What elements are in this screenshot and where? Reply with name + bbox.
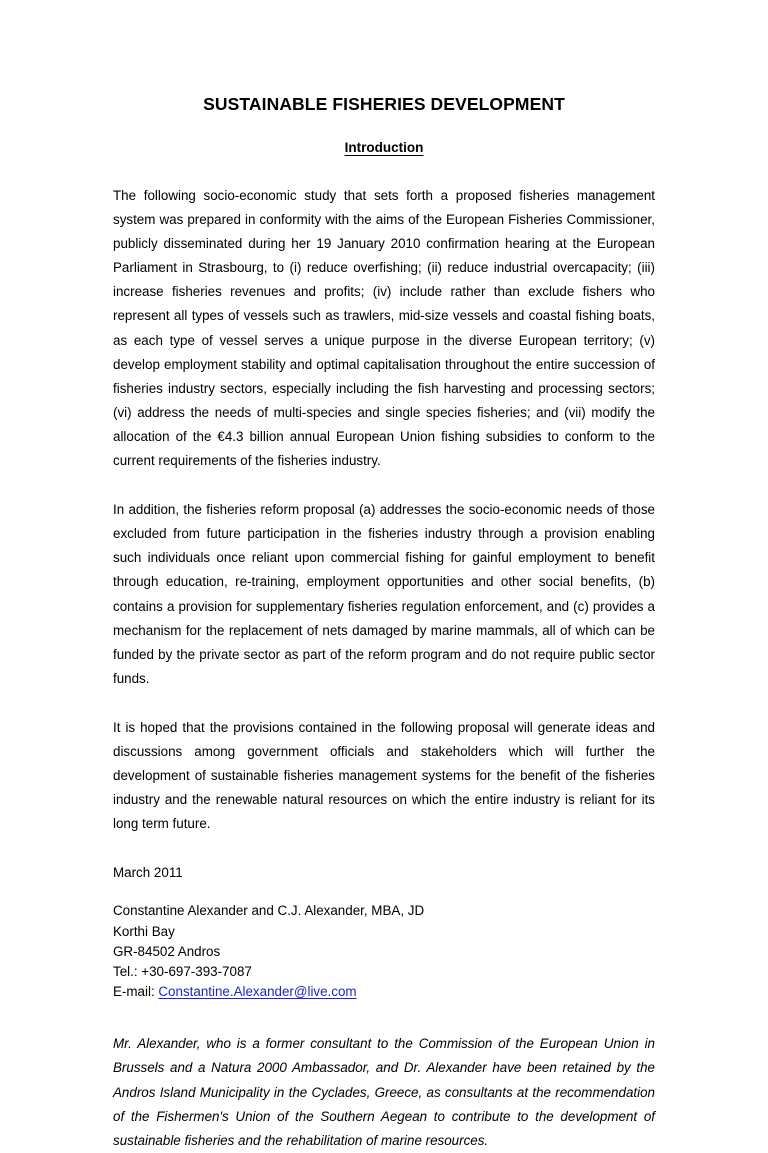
document-body: [113, 0, 655, 1153]
paragraph-author-note: Mr. Alexander, who is a former consultant to the Commission of the European Union in Brussels and a Natura 2000 Ambassador, and Dr. Alexander have been retained by the Andros Island Municipality in the Cyclades, Greece, as consultants at the recommendation of the Fishermen's Union of the Southern Aegean to contribute to the development of sustainable fisheries and the rehabilitation of marine resources.: [113, 1036, 655, 1148]
contact-authors: Constantine Alexander and C.J. Alexander, MBA, JD: [113, 903, 425, 919]
page-title: SUSTAINABLE FISHERIES DEVELOPMENT: [203, 94, 565, 114]
contact-email-row: [113, 982, 655, 1002]
section-heading-introduction: Introduction: [344, 140, 424, 155]
paragraph-intro-overview: The following socio-economic study that sets forth a proposed fisheries management system was prepared in conformity with the aims of the European Fisheries Commissioner, publicly disseminated during her 19 January 2010 confirmation hearing at the European Parliament in Strasbourg, to (i) reduce overfishing; (ii) reduce industrial overcapacity; (iii) increase fisheries revenues and profits; (iv) include rather than exclude fishers who represent all types of vessels such as trawlers, mid-size vessels and coastal fishing boats, as each type of vessel serves a unique purpose in the diverse European territory; (v) develop employment stability and optimal capitalisation throughout the entire succession of fisheries industry sectors, especially including the fish harvesting and processing sectors; (vi) address the needs of multi-species and single species fisheries; and (vii) modify the allocation of the €4.3 billion annual European Union fishing subsidies to conform to the current requirements of the fisheries industry.: [113, 188, 655, 469]
contact-address-line-2: GR-84502 Andros: [113, 943, 221, 959]
contact-block: [113, 883, 655, 1002]
paragraph-closing-hope: It is hoped that the provisions contained in the following proposal will generate ideas and discussions among government officials and stakeholders which will further the development of sustainable fisheries management systems for the benefit of the fisheries industry and the renewable natural resources on which the entire industry is reliant for its long term future.: [113, 719, 655, 832]
contact-email-label: E-mail:: [113, 984, 159, 1000]
paragraph-reform-proposal: In addition, the fisheries reform proposal (a) addresses the socio-economic needs of those excluded from future participation in the fisheries industry through a provision enabling such individuals once reliant upon commercial fishing for gainful employment to benefit through education, re-training, employment opportunities and other social benefits, (b) contains a provision for supplementary fisheries regulation enforcement, and (c) provides a mechanism for the replacement of nets damaged by marine mammals, all of which can be funded by the private sector as part of the reform program and do not require public sector funds.: [113, 502, 655, 686]
document-date: March 2011: [113, 865, 183, 881]
contact-address-line-1: Korthi Bay: [113, 923, 175, 939]
contact-email-link[interactable]: Constantine.Alexander@live.com: [158, 984, 357, 1000]
contact-phone: Tel.: +30-697-393-7087: [113, 963, 252, 979]
